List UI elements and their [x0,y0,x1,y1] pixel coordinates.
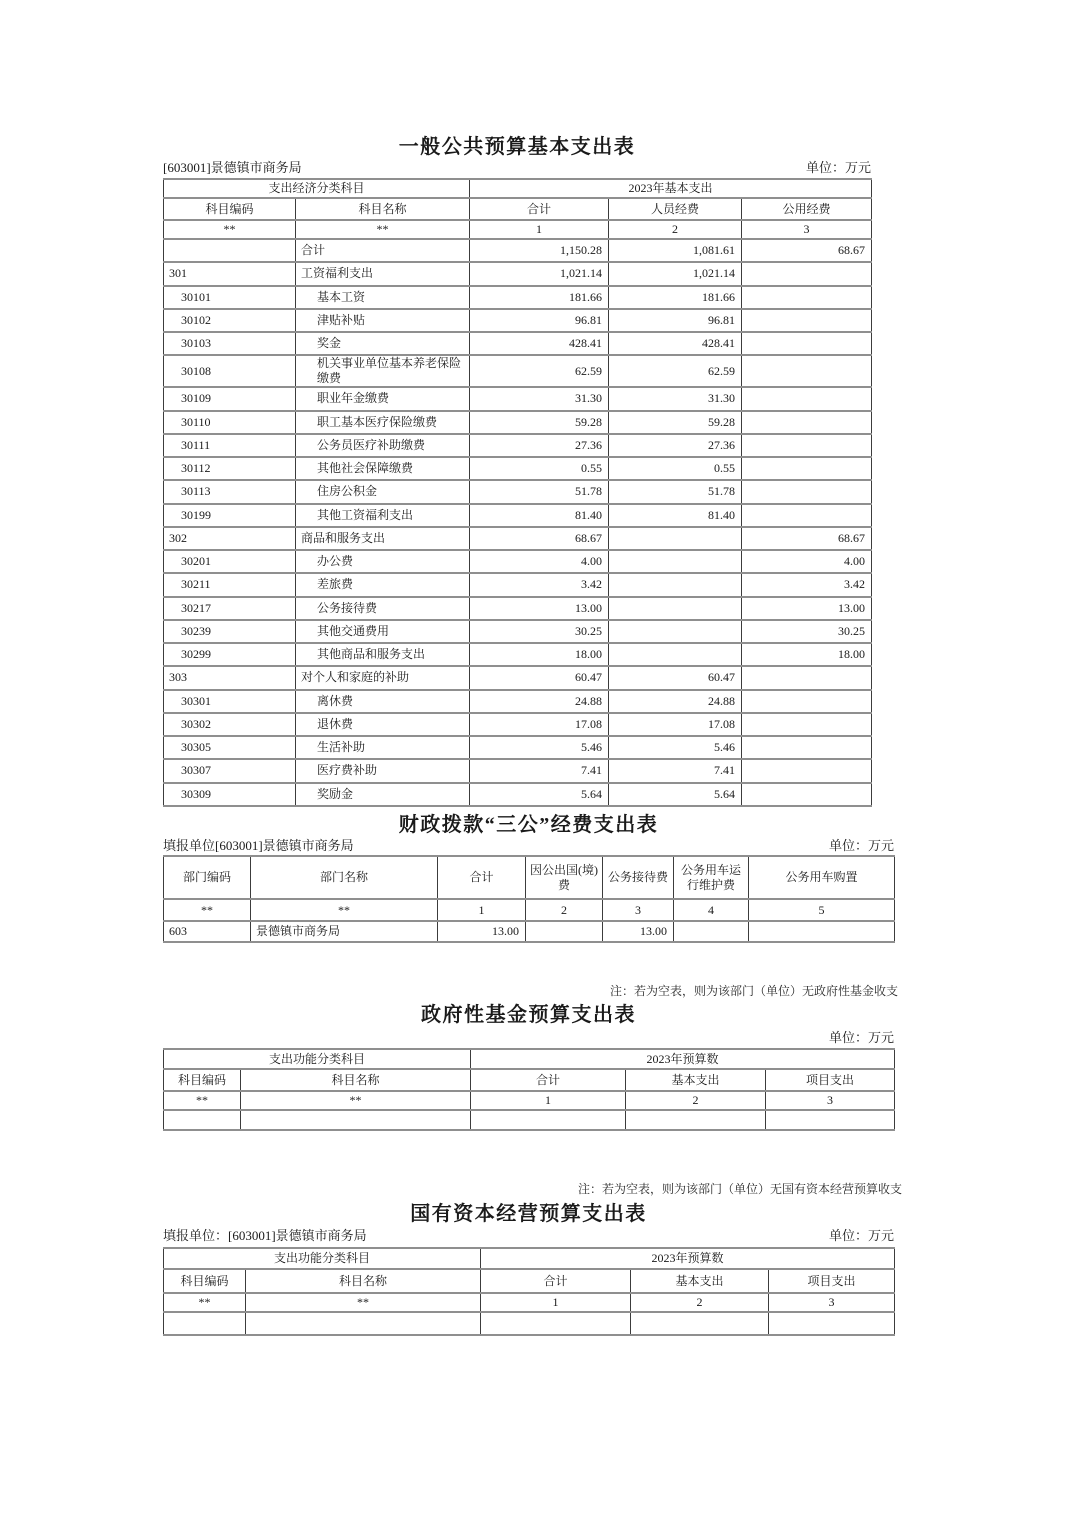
total-value-cell: 5.46 [470,736,609,759]
subject-name-cell: 商品和服务支出 [296,527,470,550]
table1-col-name: 科目名称 [296,198,470,220]
table1-metaline [163,160,871,175]
total-value-cell: 51.78 [470,480,609,503]
total-value-cell: 27.36 [470,434,609,457]
table1-data-row [164,550,872,573]
personnel-value-cell: 1,081.61 [609,239,742,262]
public-value-cell: 13.00 [742,597,872,620]
table1-data-row [164,239,872,262]
table3-col-basic: 基本支出 [626,1069,766,1091]
table2-mark-6: 4 [674,899,749,921]
personnel-value-cell: 181.66 [609,286,742,309]
table1-data-row [164,387,872,410]
empty-cell [164,1312,246,1335]
total-value-cell: 68.67 [470,527,609,550]
table1-data-row [164,309,872,332]
subject-code-cell: 30201 [164,550,296,573]
public-value-cell: 30.25 [742,620,872,643]
table2-col-abroad: 因公出国(境)费 [526,856,603,899]
subject-name-cell: 其他商品和服务支出 [296,643,470,666]
subject-code-cell: 30112 [164,457,296,480]
table4-mark-1: ** [164,1293,246,1312]
subject-code-cell [164,239,296,262]
table1-mark-2: ** [296,220,470,239]
subject-code-cell: 302 [164,527,296,550]
subject-name-cell: 其他交通费用 [296,620,470,643]
subject-code-cell: 30103 [164,332,296,355]
table2-mark-1: ** [164,899,251,921]
personnel-value-cell: 59.28 [609,411,742,434]
table1-data-row [164,286,872,309]
empty-cell [241,1110,471,1130]
total-value-cell: 31.30 [470,387,609,410]
subject-code-cell: 30113 [164,480,296,503]
table2-col-dept-name: 部门名称 [251,856,438,899]
personnel-value-cell: 62.59 [609,355,742,387]
table3-mark-row [164,1091,895,1110]
subject-name-cell: 奖金 [296,332,470,355]
vehicle-purchase-value-cell [749,921,895,942]
table1-mark-1: ** [164,220,296,239]
empty-cell [766,1110,895,1130]
personnel-value-cell [609,643,742,666]
personnel-value-cell: 1,021.14 [609,262,742,285]
personnel-value-cell [609,620,742,643]
total-value-cell: 13.00 [438,921,526,942]
total-value-cell: 1,150.28 [470,239,609,262]
personnel-value-cell: 5.64 [609,783,742,806]
table1-mark-4: 2 [609,220,742,239]
table1-data-row [164,457,872,480]
table1-data-row [164,480,872,503]
personnel-value-cell [609,550,742,573]
table3-mark-3: 1 [471,1091,626,1110]
table3-group-left: 支出功能分类科目 [164,1049,471,1069]
table1-col-public: 公用经费 [742,198,872,220]
total-value-cell: 24.88 [470,690,609,713]
subject-name-cell: 工资福利支出 [296,262,470,285]
total-value-cell: 17.08 [470,713,609,736]
personnel-value-cell [609,527,742,550]
empty-cell [769,1312,895,1335]
subject-code-cell: 30109 [164,387,296,410]
table2-mark-4: 2 [526,899,603,921]
table4-mark-3: 1 [481,1293,631,1312]
table4-title: 国有资本经营预算支出表 [410,1203,647,1225]
public-value-cell [742,309,872,332]
table1-data-row [164,620,872,643]
subject-name-cell: 办公费 [296,550,470,573]
public-value-cell [742,666,872,689]
table1-data-row [164,643,872,666]
public-value-cell [742,355,872,387]
total-value-cell: 18.00 [470,643,609,666]
table2-col-vehicle-purchase: 公务用车购置 [749,856,895,899]
table1-data-row [164,597,872,620]
table3-mark-2: ** [241,1091,471,1110]
empty-cell [631,1312,769,1335]
total-value-cell: 59.28 [470,411,609,434]
personnel-value-cell: 5.46 [609,736,742,759]
subject-name-cell: 职工基本医疗保险缴费 [296,411,470,434]
table2-org-label: 填报单位[603001]景德镇市商务局 [163,838,354,853]
table1-org-label: [603001]景德镇市商务局 [163,160,302,175]
subject-name-cell: 奖励金 [296,783,470,806]
personnel-value-cell: 96.81 [609,309,742,332]
table1-data-row [164,504,872,527]
table2-column-header-row [164,856,895,899]
subject-name-cell: 津贴补贴 [296,309,470,332]
table1-data-row [164,783,872,806]
table1-data-row [164,262,872,285]
personnel-value-cell: 428.41 [609,332,742,355]
table3-col-code: 科目编码 [164,1069,241,1091]
subject-name-cell: 公务员医疗补助缴费 [296,434,470,457]
table2-col-dept-code: 部门编码 [164,856,251,899]
table2-col-vehicle-maintain: 公务用车运行维护费 [674,856,749,899]
table3-title: 政府性基金预算支出表 [421,1004,636,1026]
empty-cell [626,1110,766,1130]
table4-col-total: 合计 [481,1269,631,1293]
table3-col-project: 项目支出 [766,1069,895,1091]
subject-code-cell: 30102 [164,309,296,332]
total-value-cell: 7.41 [470,759,609,782]
subject-code-cell: 30110 [164,411,296,434]
subject-name-cell: 公务接待费 [296,597,470,620]
table2-unit-label: 单位：万元 [828,838,894,853]
table2-mark-row [164,899,895,921]
dept-code-cell: 603 [164,921,251,942]
subject-name-cell: 生活补助 [296,736,470,759]
table1-data-row [164,736,872,759]
subject-code-cell: 30239 [164,620,296,643]
public-value-cell [742,286,872,309]
subject-name-cell: 对个人和家庭的补助 [296,666,470,689]
total-value-cell: 13.00 [470,597,609,620]
three-public-expenses-table [163,855,895,943]
public-value-cell [742,759,872,782]
subject-name-cell: 退休费 [296,713,470,736]
table2-col-reception: 公务接待费 [603,856,674,899]
table2-mark-7: 5 [749,899,895,921]
table3-column-header-row [164,1069,895,1091]
total-value-cell: 181.66 [470,286,609,309]
public-value-cell: 18.00 [742,643,872,666]
subject-name-cell: 机关事业单位基本养老保险缴费 [296,355,470,387]
public-value-cell [742,262,872,285]
table3-empty-row [164,1110,895,1130]
table4-unit-label: 单位：万元 [828,1228,894,1243]
table1-group-header-row [164,179,872,198]
table1-data-row [164,713,872,736]
public-value-cell [742,736,872,759]
table4-mark-2: ** [246,1293,481,1312]
subject-code-cell: 30305 [164,736,296,759]
table2-mark-2: ** [251,899,438,921]
table4-col-basic: 基本支出 [631,1269,769,1293]
personnel-value-cell: 24.88 [609,690,742,713]
subject-name-cell: 合计 [296,239,470,262]
subject-name-cell: 其他工资福利支出 [296,504,470,527]
public-value-cell [742,332,872,355]
personnel-value-cell [609,597,742,620]
state-capital-budget-table [163,1247,895,1336]
dept-name-cell: 景德镇市商务局 [251,921,438,942]
table1-data-row [164,759,872,782]
subject-code-cell: 303 [164,666,296,689]
government-fund-budget-table [163,1048,895,1131]
reception-value-cell: 13.00 [603,921,674,942]
table3-mark-1: ** [164,1091,241,1110]
total-value-cell: 428.41 [470,332,609,355]
subject-name-cell: 其他社会保障缴费 [296,457,470,480]
public-value-cell [742,504,872,527]
personnel-value-cell: 7.41 [609,759,742,782]
table4-group-left: 支出功能分类科目 [164,1248,481,1269]
table2-metaline [163,838,894,853]
table3-metaline [163,1030,894,1045]
table4-col-name: 科目名称 [246,1269,481,1293]
table4-metaline [163,1228,894,1243]
table1-data-row [164,666,872,689]
table3-mark-4: 2 [626,1091,766,1110]
public-value-cell [742,434,872,457]
public-value-cell [742,411,872,434]
general-public-budget-table [163,178,872,807]
total-value-cell: 60.47 [470,666,609,689]
table3-col-name: 科目名称 [241,1069,471,1091]
subject-code-cell: 30307 [164,759,296,782]
table1-mark-3: 1 [470,220,609,239]
table4-mark-4: 2 [631,1293,769,1312]
subject-name-cell: 基本工资 [296,286,470,309]
table1-data-row [164,527,872,550]
subject-name-cell: 住房公积金 [296,480,470,503]
personnel-value-cell: 17.08 [609,713,742,736]
table1-data-row [164,355,872,387]
table4-group-right: 2023年预算数 [481,1248,895,1269]
table3-unit-label: 单位：万元 [828,1030,894,1045]
empty-cell [246,1312,481,1335]
total-value-cell: 30.25 [470,620,609,643]
public-value-cell [742,480,872,503]
personnel-value-cell: 31.30 [609,387,742,410]
subject-code-cell: 30108 [164,355,296,387]
subject-code-cell: 30299 [164,643,296,666]
table2-data-row [164,921,895,942]
table4-mark-5: 3 [769,1293,895,1312]
total-value-cell: 81.40 [470,504,609,527]
public-value-cell: 4.00 [742,550,872,573]
table4-org-label: 填报单位：[603001]景德镇市商务局 [163,1228,367,1243]
table4-column-header-row [164,1269,895,1293]
table3-col-total: 合计 [471,1069,626,1091]
subject-code-cell: 30309 [164,783,296,806]
abroad-value-cell [526,921,603,942]
table2-mark-3: 1 [438,899,526,921]
total-value-cell: 4.00 [470,550,609,573]
public-value-cell [742,457,872,480]
public-value-cell [742,713,872,736]
subject-name-cell: 差旅费 [296,573,470,596]
table3-mark-5: 3 [766,1091,895,1110]
total-value-cell: 0.55 [470,457,609,480]
empty-cell [481,1312,631,1335]
public-value-cell [742,783,872,806]
table4-mark-row [164,1293,895,1312]
table3-group-header-row [164,1049,895,1069]
table1-col-total: 合计 [470,198,609,220]
table1-title: 一般公共预算基本支出表 [398,136,636,158]
table1-mark-row [164,220,872,239]
subject-code-cell: 30211 [164,573,296,596]
table1-data-row [164,434,872,457]
public-value-cell [742,690,872,713]
table4-group-header-row [164,1248,895,1269]
table1-group-left: 支出经济分类科目 [164,179,470,198]
table3-group-right: 2023年预算数 [471,1049,895,1069]
empty-cell [164,1110,241,1130]
total-value-cell: 96.81 [470,309,609,332]
personnel-value-cell: 60.47 [609,666,742,689]
personnel-value-cell: 0.55 [609,457,742,480]
subject-code-cell: 30301 [164,690,296,713]
table4-note: 注：若为空表，则为该部门（单位）无国有资本经营预算收支 [577,1182,902,1196]
subject-code-cell: 30199 [164,504,296,527]
subject-name-cell: 离休费 [296,690,470,713]
table1-data-row [164,573,872,596]
table1-data-row [164,411,872,434]
table1-unit-label: 单位：万元 [805,160,871,175]
total-value-cell: 62.59 [470,355,609,387]
public-value-cell: 68.67 [742,239,872,262]
table4-col-code: 科目编码 [164,1269,246,1293]
table1-mark-5: 3 [742,220,872,239]
table1-col-code: 科目编码 [164,198,296,220]
personnel-value-cell: 81.40 [609,504,742,527]
subject-code-cell: 30217 [164,597,296,620]
table4-col-project: 项目支出 [769,1269,895,1293]
table1-column-header-row [164,198,872,220]
table2-col-total: 合计 [438,856,526,899]
table2-title: 财政拨款“三公”经费支出表 [398,814,659,836]
subject-code-cell: 30111 [164,434,296,457]
subject-code-cell: 301 [164,262,296,285]
total-value-cell: 1,021.14 [470,262,609,285]
table1-col-personnel: 人员经费 [609,198,742,220]
public-value-cell: 3.42 [742,573,872,596]
table3-note: 注：若为空表，则为该部门（单位）无政府性基金收支 [609,984,898,998]
table1-data-row [164,690,872,713]
empty-cell [471,1110,626,1130]
public-value-cell: 68.67 [742,527,872,550]
table1-group-right: 2023年基本支出 [470,179,872,198]
subject-name-cell: 医疗费补助 [296,759,470,782]
vehicle-maintain-value-cell [674,921,749,942]
personnel-value-cell [609,573,742,596]
subject-name-cell: 职业年金缴费 [296,387,470,410]
total-value-cell: 3.42 [470,573,609,596]
personnel-value-cell: 51.78 [609,480,742,503]
table4-empty-row [164,1312,895,1335]
subject-code-cell: 30302 [164,713,296,736]
table2-mark-5: 3 [603,899,674,921]
public-value-cell [742,387,872,410]
personnel-value-cell: 27.36 [609,434,742,457]
table1-data-row [164,332,872,355]
total-value-cell: 5.64 [470,783,609,806]
subject-code-cell: 30101 [164,286,296,309]
